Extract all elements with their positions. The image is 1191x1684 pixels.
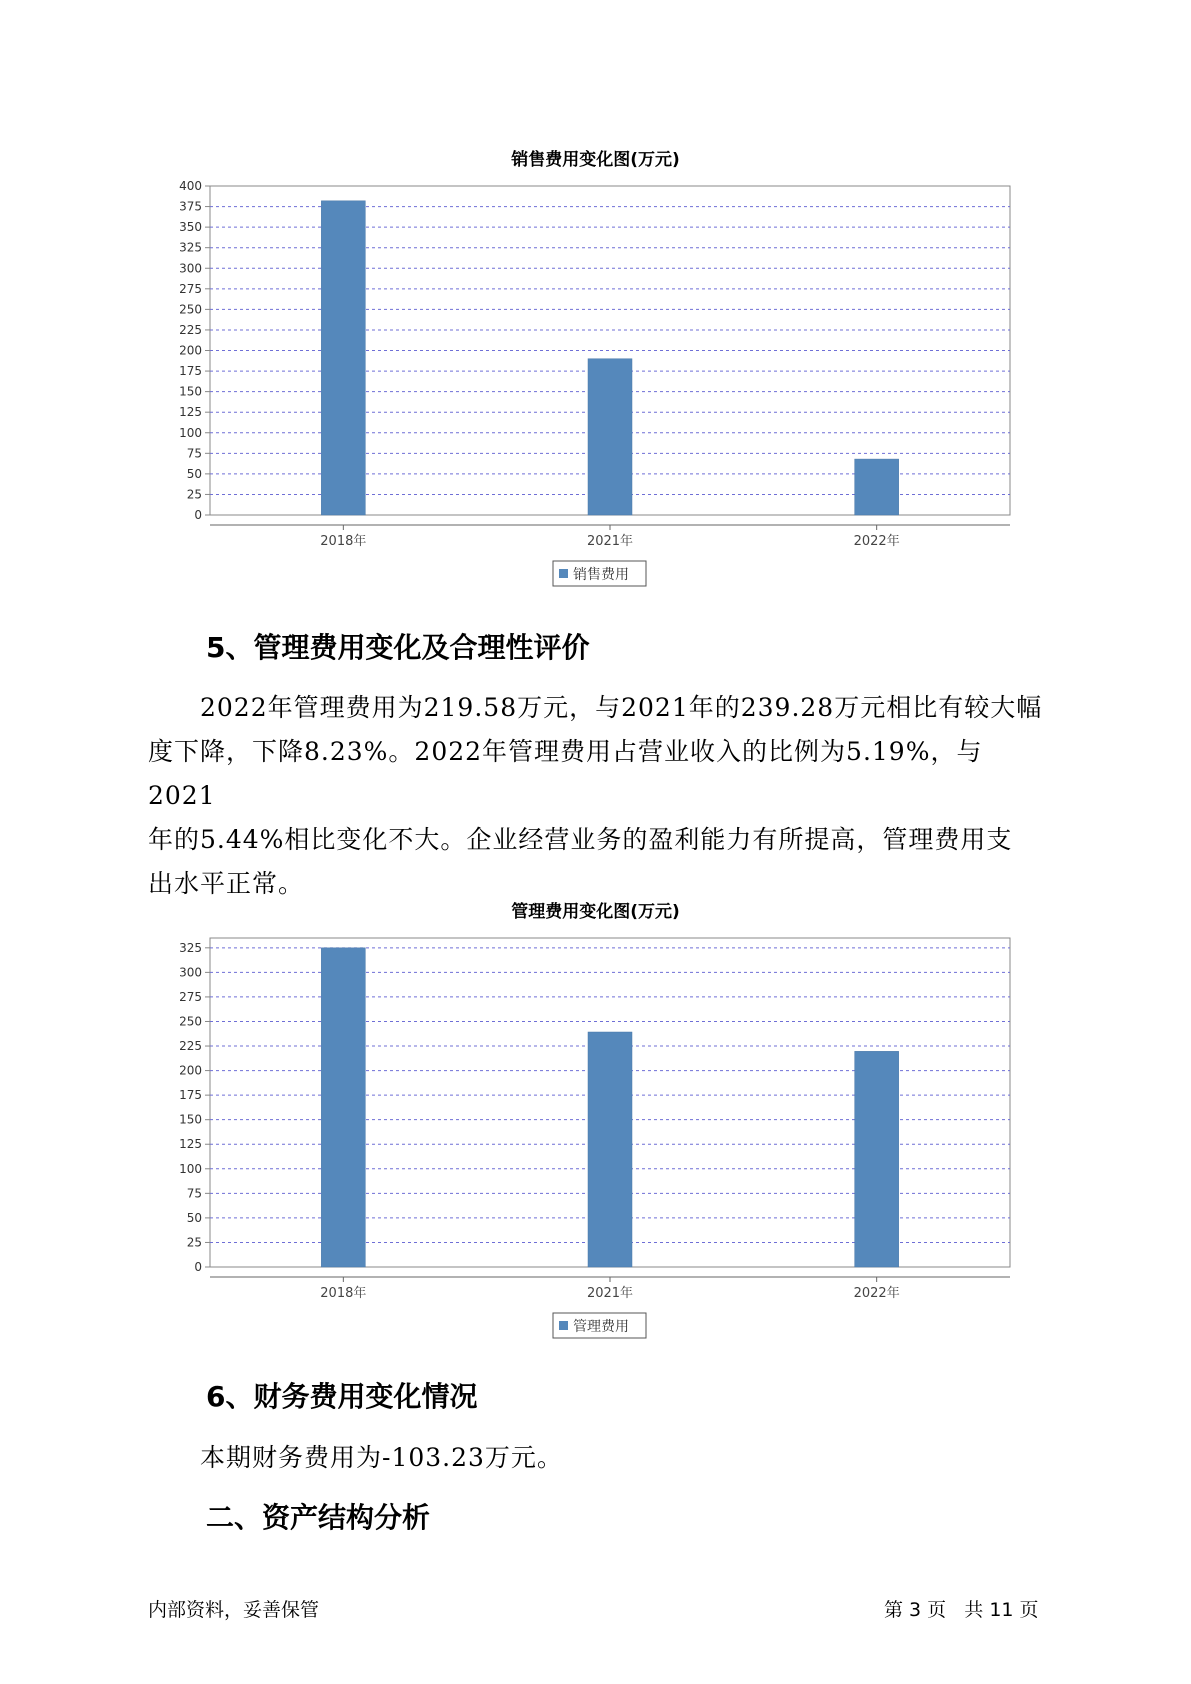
bar (855, 459, 899, 515)
x-tick-label: 2022年 (853, 1286, 900, 1301)
x-tick-label: 2022年 (853, 534, 900, 549)
y-tick-label: 150 (179, 384, 202, 399)
y-tick-label: 350 (179, 220, 202, 235)
y-tick-label: 375 (179, 199, 202, 214)
y-tick-label: 100 (179, 1161, 202, 1176)
y-tick-label: 225 (179, 322, 202, 337)
y-tick-label: 275 (179, 281, 202, 296)
legend-swatch (559, 569, 568, 578)
paragraph-line: 出水平正常。 (148, 869, 305, 898)
paragraph-line: 度下降，下降8.23%。2022年管理费用占营业收入的比例为5.19%，与2021 (148, 737, 983, 810)
y-tick-label: 325 (179, 240, 202, 255)
x-tick-label: 2021年 (586, 534, 634, 549)
footer-page-number: 第 3 页 共 11 页 (884, 1599, 1039, 1621)
y-tick-label: 75 (186, 1186, 202, 1201)
chart-2-admin-expense (0, 932, 1191, 1352)
x-tick-label: 2018年 (320, 1286, 367, 1301)
y-tick-label: 50 (186, 1210, 202, 1225)
y-tick-label: 175 (179, 1088, 202, 1103)
section-5-paragraph (148, 686, 1050, 906)
y-tick-label: 200 (179, 1063, 202, 1078)
section-5-heading: 5、管理费用变化及合理性评价 (206, 631, 590, 664)
y-tick-label: 300 (179, 965, 202, 980)
y-tick-label: 0 (194, 508, 202, 522)
legend-label: 销售费用 (573, 567, 629, 583)
chart-1-sales-expense (0, 180, 1191, 600)
y-tick-label: 75 (186, 446, 202, 461)
bar (321, 948, 365, 1267)
y-tick-label: 250 (179, 1014, 202, 1029)
x-tick-label: 2021年 (586, 1286, 634, 1301)
bar (588, 1032, 632, 1267)
y-tick-label: 25 (186, 1235, 202, 1250)
paragraph-line: 年的5.44%相比变化不大。企业经营业务的盈利能力有所提高，管理费用支 (148, 825, 1013, 854)
y-tick-label: 25 (186, 487, 202, 502)
y-tick-label: 125 (179, 1137, 202, 1152)
bar (321, 201, 365, 515)
x-tick-label: 2018年 (320, 534, 367, 549)
legend-swatch (559, 1321, 568, 1330)
paragraph-line: 2022年管理费用为219.58万元，与2021年的239.28万元相比有较大幅 (200, 693, 1043, 722)
bar (588, 359, 632, 515)
y-tick-label: 125 (179, 405, 202, 420)
y-tick-label: 175 (179, 364, 202, 379)
legend-label: 管理费用 (573, 1319, 629, 1335)
y-tick-label: 325 (179, 940, 202, 955)
footer-left: 内部资料，妥善保管 (148, 1599, 320, 1621)
chart-1-title: 销售费用变化图(万元) (511, 150, 680, 170)
y-tick-label: 50 (186, 466, 202, 481)
bar (855, 1051, 899, 1267)
chart-2-title: 管理费用变化图(万元) (511, 902, 680, 922)
section-6-paragraph: 本期财务费用为-103.23万元。 (200, 1443, 563, 1472)
y-tick-label: 300 (179, 261, 202, 276)
section-two-heading: 二、资产结构分析 (206, 1501, 431, 1534)
section-6-heading: 6、财务费用变化情况 (206, 1380, 478, 1413)
y-tick-label: 100 (179, 425, 202, 440)
y-tick-label: 200 (179, 343, 202, 358)
y-tick-label: 400 (179, 180, 202, 193)
y-tick-label: 0 (194, 1260, 202, 1274)
y-tick-label: 275 (179, 989, 202, 1004)
y-tick-label: 250 (179, 302, 202, 317)
y-tick-label: 225 (179, 1039, 202, 1054)
y-tick-label: 150 (179, 1112, 202, 1127)
